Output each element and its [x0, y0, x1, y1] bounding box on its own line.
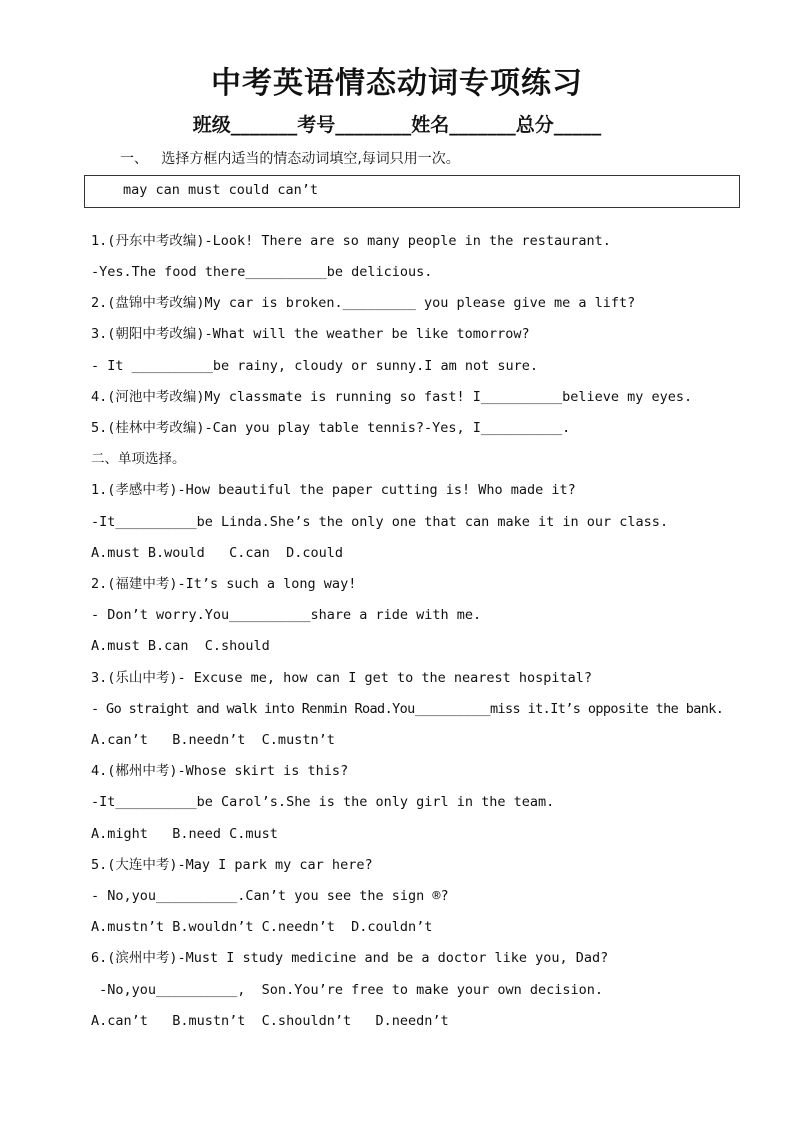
question-line: - No,you__________.Can’t you see the sign ®?	[91, 888, 449, 904]
question-line: 5.(大连中考)-May I park my car here?	[91, 857, 373, 873]
answer-options: A.can’t B.mustn’t C.shouldn’t D.needn’t	[91, 1013, 449, 1029]
answer-options: A.might B.need C.must	[91, 826, 278, 842]
answer-options: A.mustn’t B.wouldn’t C.needn’t D.couldn’t	[91, 919, 433, 935]
question-line: -Yes.The food there__________be delicious.	[91, 264, 433, 280]
question-line: -It__________be Linda.She’s the only one that can make it in our class.	[91, 514, 669, 530]
question-line: 2.(福建中考)-It’s such a long way!	[91, 576, 357, 592]
page-title: 中考英语情态动词专项练习	[211, 66, 583, 101]
answer-options: A.must B.can C.should	[91, 638, 270, 654]
question-line: 4.(郴州中考)-Whose skirt is this?	[91, 763, 349, 779]
question-line: 4.(河池中考改编)My classmate is running so fast! I__________believe my eyes.	[91, 389, 693, 405]
word-box-text: may can must could can’t	[123, 182, 319, 198]
question-line: -No,you__________, Son.You’re free to make your own decision.	[91, 982, 604, 998]
question-line: - Go straight and walk into Renmin Road.You__________miss it.It’s opposite the bank.	[91, 701, 724, 717]
question-line: 5.(桂林中考改编)-Can you play table tennis?-Yes, I__________.	[91, 420, 571, 436]
answer-options: A.can’t B.needn’t C.mustn’t	[91, 732, 335, 748]
word-box	[84, 175, 740, 208]
question-line: 3.(乐山中考)- Excuse me, how can I get to the nearest hospital?	[91, 670, 593, 686]
question-line: -It__________be Carol’s.She is the only girl in the team.	[91, 794, 555, 810]
student-info-line: 班级_______考号________姓名_______总分_____	[192, 114, 602, 136]
answer-options: A.must B.would C.can D.could	[91, 545, 343, 561]
question-line: 3.(朝阳中考改编)-What will the weather be like tomorrow?	[91, 326, 530, 342]
question-line: 6.(滨州中考)-Must I study medicine and be a doctor like you, Dad?	[91, 950, 609, 966]
question-line: 1.(孝感中考)-How beautiful the paper cutting is! Who made it?	[91, 482, 576, 498]
section1-heading: 一、 选择方框内适当的情态动词填空,每词只用一次。	[120, 151, 460, 167]
question-line: 1.(丹东中考改编)-Look! There are so many people in the restaurant.	[91, 233, 611, 249]
section2-heading: 二、单项选择。	[91, 451, 186, 467]
question-line: 2.(盘锦中考改编)My car is broken._________ you please give me a lift?	[91, 295, 636, 311]
question-line: - Don’t worry.You__________share a ride with me.	[91, 607, 482, 623]
question-line: - It __________be rainy, cloudy or sunny.I am not sure.	[91, 358, 539, 374]
